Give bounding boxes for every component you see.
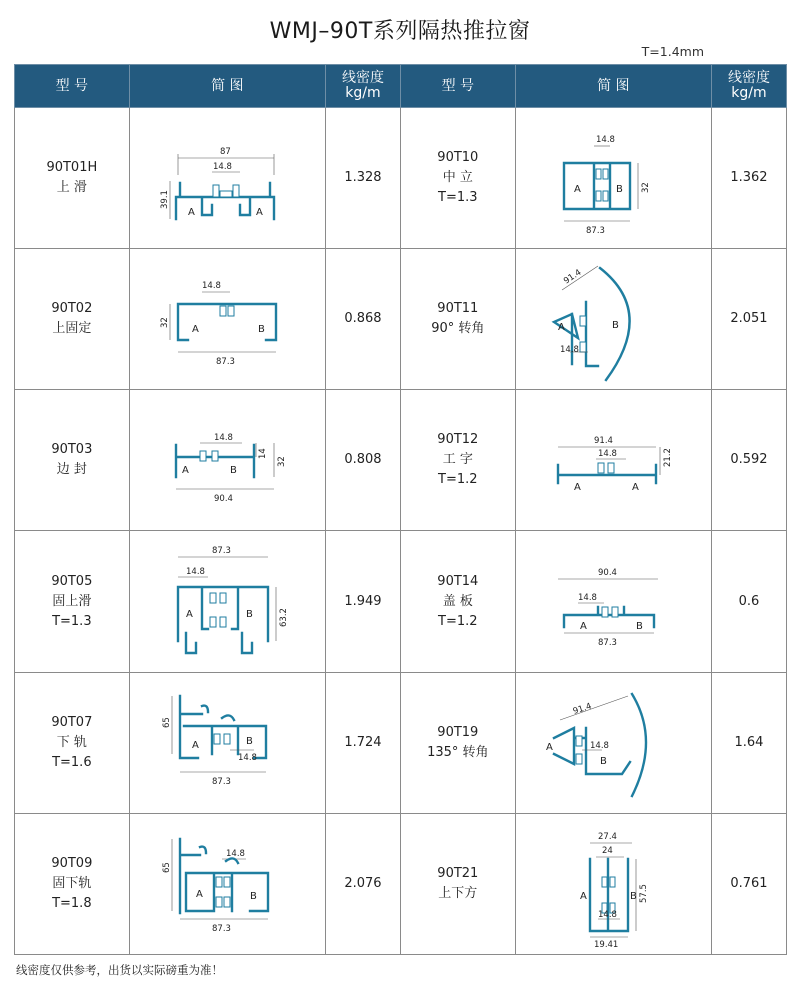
default-thickness: T=1.4mm	[641, 44, 704, 59]
model-cell	[15, 249, 130, 390]
dim-label: 14.8	[214, 433, 234, 444]
model-name: 135° 转角	[427, 744, 489, 760]
dim-label: 32	[641, 182, 652, 194]
model-thickness: T=1.8	[52, 895, 92, 911]
model-code: 90T11	[437, 301, 479, 317]
dim-label: 14.8	[596, 135, 616, 146]
model-name: 上 滑	[56, 180, 87, 196]
header-model-left: 型 号	[15, 65, 130, 108]
profile-drawing-90t11	[528, 254, 698, 384]
dim-label: 87.3	[212, 545, 232, 556]
model-name: 上固定	[52, 321, 92, 337]
diagram-cell	[129, 108, 325, 249]
density-value: 1.64	[711, 672, 786, 813]
table-row	[15, 390, 787, 531]
profile-drawing-90t09	[142, 819, 312, 949]
chamber-label: A	[546, 741, 554, 753]
dim-label: 91.4	[572, 701, 594, 717]
dim-label: 14.8	[226, 848, 246, 859]
chamber-label: A	[574, 482, 582, 494]
model-code: 90T19	[437, 724, 479, 740]
dim-label: 24	[602, 845, 614, 856]
density-value: 1.949	[325, 531, 400, 672]
chamber-label: A	[574, 184, 582, 196]
chamber-label: A	[192, 324, 200, 336]
model-cell	[400, 390, 515, 531]
table-row	[15, 531, 787, 672]
density-value: 2.051	[711, 249, 786, 390]
dim-label: 90.4	[214, 494, 234, 505]
model-name: 中 立	[442, 170, 473, 186]
diagram-cell	[129, 249, 325, 390]
profile-drawing-90t02	[142, 254, 312, 384]
density-value: 0.761	[711, 813, 786, 954]
profile-spec-table	[14, 64, 787, 955]
profile-drawing-90t14	[528, 537, 698, 667]
density-value: 1.328	[325, 108, 400, 249]
chamber-label: B	[250, 890, 258, 902]
dim-label: 63.2	[279, 607, 290, 627]
header-diagram-left: 简 图	[129, 65, 325, 108]
dim-label: 32	[277, 456, 288, 468]
model-code: 90T01H	[46, 160, 98, 176]
model-code: 90T07	[51, 714, 93, 730]
chamber-label: B	[230, 465, 238, 477]
model-cell	[400, 531, 515, 672]
dim-label: 65	[162, 716, 173, 728]
dim-label: 32	[160, 317, 171, 329]
model-cell	[15, 813, 130, 954]
model-cell	[15, 390, 130, 531]
model-thickness: T=1.6	[52, 754, 92, 770]
chamber-label: A	[558, 322, 566, 334]
model-cell	[400, 813, 515, 954]
table-row	[15, 249, 787, 390]
diagram-cell	[129, 813, 325, 954]
chamber-label: A	[580, 620, 588, 632]
dim-label: 91.4	[562, 267, 584, 287]
profile-drawing-90t21	[528, 819, 698, 949]
profile-drawing-90t05	[142, 537, 312, 667]
diagram-cell	[515, 531, 711, 672]
model-thickness: T=1.2	[438, 613, 478, 629]
model-name: 盖 板	[442, 593, 473, 609]
diagram-cell	[515, 108, 711, 249]
diagram-cell	[515, 672, 711, 813]
dim-label: 14.8	[560, 345, 580, 356]
chamber-label: B	[246, 735, 254, 747]
model-name: 上下方	[438, 885, 478, 901]
model-cell	[15, 531, 130, 672]
chamber-label: A	[186, 608, 194, 620]
chamber-label: B	[600, 755, 608, 767]
model-thickness: T=1.3	[438, 190, 478, 206]
dim-label: 14.8	[186, 566, 206, 577]
density-value: 2.076	[325, 813, 400, 954]
diagram-cell	[129, 672, 325, 813]
profile-drawing-90t07	[142, 678, 312, 808]
dim-label: 14.8	[590, 740, 610, 751]
model-code: 90T09	[51, 855, 93, 871]
dim-label: 87.3	[212, 776, 232, 787]
model-name: 90° 转角	[431, 321, 485, 337]
header-density-unit: kg/m	[345, 85, 381, 101]
profile-drawing-90t01h	[142, 113, 312, 243]
table-header-row	[15, 65, 787, 108]
model-code: 90T21	[437, 865, 479, 881]
chamber-label: B	[616, 184, 624, 196]
model-name: 下 轨	[56, 734, 87, 750]
header-model-right: 型 号	[400, 65, 515, 108]
header-density-left	[325, 65, 400, 108]
table-row	[15, 108, 787, 249]
header-density-label: 线密度	[727, 70, 770, 86]
dim-label: 39.1	[160, 190, 171, 210]
diagram-cell	[515, 390, 711, 531]
dim-label: 87.3	[216, 357, 236, 368]
header-density-unit: kg/m	[731, 85, 767, 101]
chamber-label: B	[636, 620, 644, 632]
chamber-label: B	[258, 324, 266, 336]
dim-label: 87.3	[598, 637, 618, 648]
model-cell	[15, 672, 130, 813]
chamber-label: A	[192, 739, 200, 751]
chamber-label: A	[580, 890, 588, 902]
diagram-cell	[129, 531, 325, 672]
dim-label: 87.3	[212, 923, 232, 934]
density-value: 1.362	[711, 108, 786, 249]
profile-drawing-90t19	[528, 678, 698, 808]
density-value: 0.592	[711, 390, 786, 531]
model-cell	[400, 108, 515, 249]
model-code: 90T12	[437, 432, 479, 448]
profile-drawing-90t12	[528, 395, 698, 525]
chamber-label: A	[182, 465, 190, 477]
dim-label: 91.4	[594, 436, 614, 447]
diagram-cell	[515, 249, 711, 390]
dim-label: 14.8	[578, 592, 598, 603]
model-cell	[15, 108, 130, 249]
dim-label: 19.41	[594, 939, 619, 949]
chamber-label: A	[632, 482, 640, 494]
model-cell	[400, 249, 515, 390]
dim-label: 87	[220, 147, 232, 158]
chamber-label: B	[612, 320, 620, 332]
diagram-cell	[129, 390, 325, 531]
dim-label: 14.8	[598, 909, 618, 920]
dim-label: 14.8	[213, 162, 233, 173]
model-name: 固上滑	[52, 593, 92, 609]
chamber-label: A	[188, 207, 196, 219]
chamber-label: A	[256, 207, 264, 219]
header-density-right	[711, 65, 786, 108]
dim-label: 90.4	[598, 567, 618, 578]
model-code: 90T14	[437, 573, 479, 589]
header-diagram-right: 简 图	[515, 65, 711, 108]
page-title: WMJ–90T系列隔热推拉窗	[269, 19, 531, 44]
chamber-label: B	[246, 608, 254, 620]
chamber-label: A	[196, 888, 204, 900]
model-thickness: T=1.2	[438, 472, 478, 488]
density-value: 1.724	[325, 672, 400, 813]
table-row	[15, 813, 787, 954]
dim-label: 14.8	[202, 281, 222, 292]
density-value: 0.6	[711, 531, 786, 672]
model-name: 边 封	[56, 462, 87, 478]
dim-label: 65	[162, 862, 173, 873]
model-code: 90T10	[437, 150, 479, 166]
footnote: 线密度仅供参考，出货以实际磅重为准！	[16, 963, 223, 977]
profile-drawing-90t03	[142, 395, 312, 525]
profile-drawing-90t10	[528, 113, 698, 243]
header-density-label: 线密度	[341, 70, 384, 86]
model-name: 工 字	[442, 452, 473, 468]
dim-label: 27.4	[598, 831, 618, 842]
density-value: 0.868	[325, 249, 400, 390]
model-name: 固下轨	[52, 875, 92, 891]
dim-label: 87.3	[586, 226, 606, 237]
diagram-cell	[515, 813, 711, 954]
dim-label: 57.5	[639, 883, 650, 903]
dim-label: 14.8	[238, 752, 258, 763]
model-code: 90T05	[51, 573, 93, 589]
dim-label: 21.2	[663, 448, 674, 468]
model-code: 90T02	[51, 301, 93, 317]
model-code: 90T03	[51, 442, 93, 458]
table-row	[15, 672, 787, 813]
dim-label: 14	[258, 448, 269, 460]
model-cell	[400, 672, 515, 813]
model-thickness: T=1.3	[52, 613, 92, 629]
chamber-label: B	[630, 890, 638, 902]
dim-label: 14.8	[598, 449, 618, 460]
density-value: 0.808	[325, 390, 400, 531]
